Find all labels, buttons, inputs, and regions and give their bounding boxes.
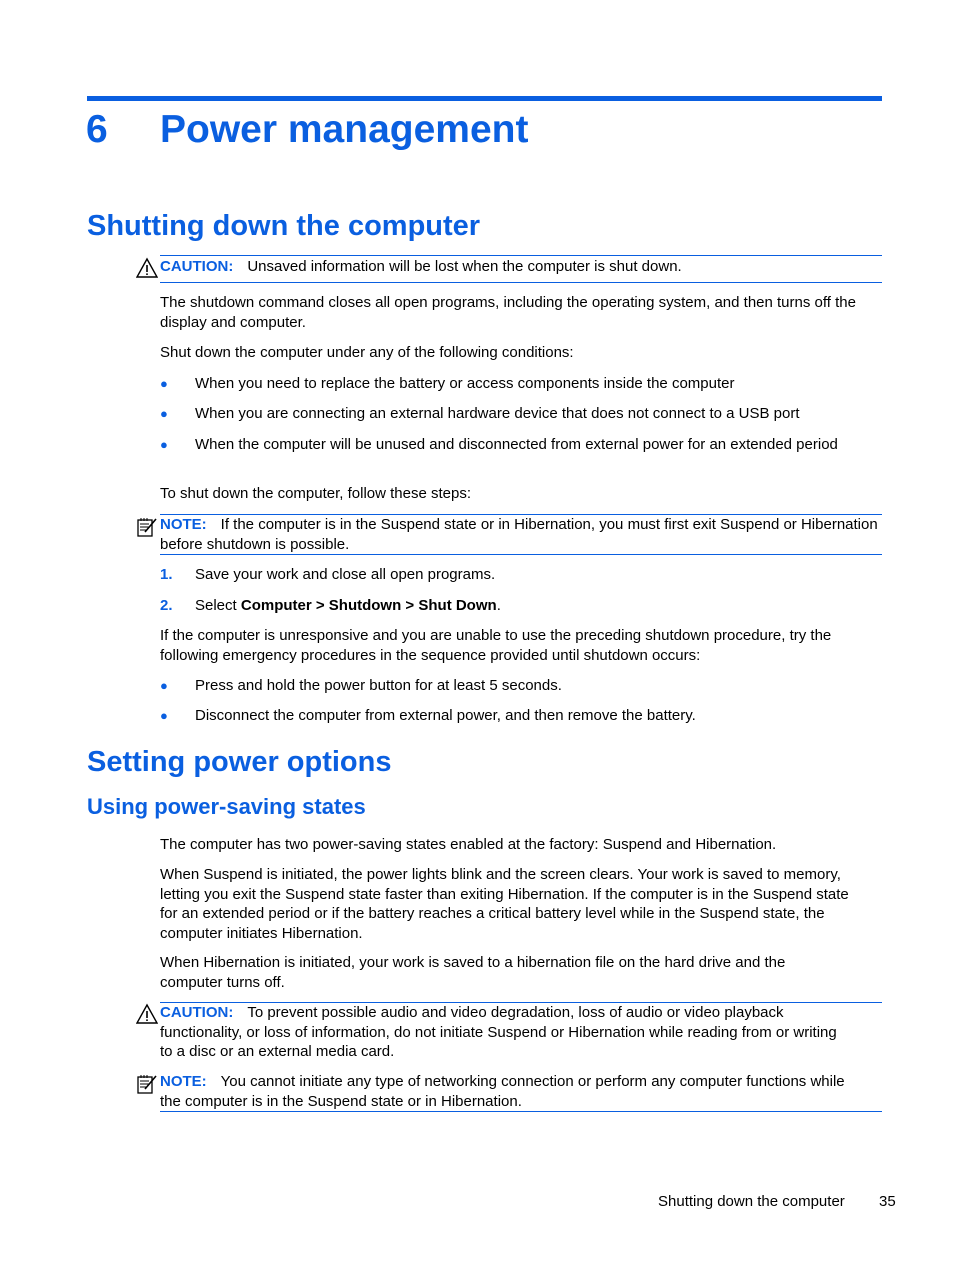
caution-text: Unsaved information will be lost when the computer is shut down. (247, 258, 682, 275)
caution-label: CAUTION: (160, 258, 234, 275)
note-bottom-rule (160, 1111, 882, 1112)
paragraph: When Suspend is initiated, the power lights blink and the screen clears. Your work is saved to memory, letting you exit the Suspend state faster than exiting Hibernation. If the computer is in the Suspend state for an extended period or if the battery reaches a critical battery level while in the Suspend state, the computer initiates Hibernation. (160, 866, 849, 942)
bullet-icon: ● (160, 376, 168, 391)
paragraph: The shutdown command closes all open programs, including the operating system, and then turns off the display and computer. (160, 294, 856, 331)
bullet-icon: ● (160, 406, 168, 421)
caution-text: To prevent possible audio and video degradation, loss of audio or video playback functionality, or loss of information, do not initiate Suspend or Hibernation while reading from or writing to a disc or an external media card. (160, 1004, 837, 1060)
list-item: Disconnect the computer from external power, and then remove the battery. (195, 707, 696, 724)
caution-power-saving (160, 1003, 850, 1062)
chapter-title: Power management (160, 108, 529, 151)
note-shutdown (160, 515, 882, 554)
bullet-icon: ● (160, 437, 168, 452)
footer-section-title: Shutting down the computer (658, 1193, 845, 1210)
caution-top-rule (160, 255, 882, 256)
paragraph: If the computer is unresponsive and you are unable to use the preceding shutdown procedure, try the following emergency procedures in the sequence provided until shutdown occurs: (160, 627, 832, 664)
list-item: Press and hold the power button for at least 5 seconds. (195, 677, 562, 694)
list-item: When the computer will be unused and disconnected from external power for an extended period (195, 436, 838, 453)
note-power-saving (160, 1072, 860, 1111)
caution-shutdown (160, 257, 882, 277)
paragraph: When Hibernation is initiated, your work is saved to a hibernation file on the hard drive and the computer turns off. (160, 954, 786, 991)
paragraph: The computer has two power-saving states enabled at the factory: Suspend and Hibernation. (160, 836, 777, 853)
note-label: NOTE: (160, 1073, 207, 1090)
menu-path: Computer > Shutdown > Shut Down (240, 597, 497, 614)
note-label: NOTE: (160, 516, 207, 533)
subsection-heading: Using power-saving states (87, 794, 366, 819)
footer-page-number: 35 (879, 1193, 896, 1210)
step-number: 2. (160, 597, 173, 614)
step-text: Select Computer > Shutdown > Shut Down. (195, 597, 501, 614)
list-item: When you are connecting an external hardware device that does not connect to a USB port (195, 405, 800, 422)
note-bottom-rule (160, 554, 882, 555)
section-heading-power-options: Setting power options (87, 746, 392, 778)
note-text: If the computer is in the Suspend state or in Hibernation, you must first exit Suspend or Hibernation before shutdown is possible. (160, 516, 878, 553)
paragraph: Shut down the computer under any of the following conditions: (160, 344, 574, 361)
warning-triangle-icon (136, 257, 158, 279)
bullet-icon: ● (160, 678, 168, 693)
chapter-number: 6 (86, 108, 108, 151)
caution-label: CAUTION: (160, 1004, 234, 1021)
bullet-icon: ● (160, 708, 168, 723)
step-text: Save your work and close all open programs. (195, 566, 496, 583)
list-item: When you need to replace the battery or access components inside the computer (195, 375, 735, 392)
note-pad-icon (136, 516, 158, 538)
chapter-top-rule (87, 96, 882, 101)
note-pad-icon (136, 1073, 158, 1095)
section-heading-shutting-down: Shutting down the computer (87, 210, 481, 242)
caution-bottom-rule (160, 282, 882, 283)
note-text: You cannot initiate any type of networking connection or perform any computer functions while the computer is in the Suspend state or in Hibernation. (160, 1073, 845, 1110)
paragraph: To shut down the computer, follow these steps: (160, 485, 472, 502)
step-number: 1. (160, 566, 173, 583)
warning-triangle-icon (136, 1003, 158, 1025)
